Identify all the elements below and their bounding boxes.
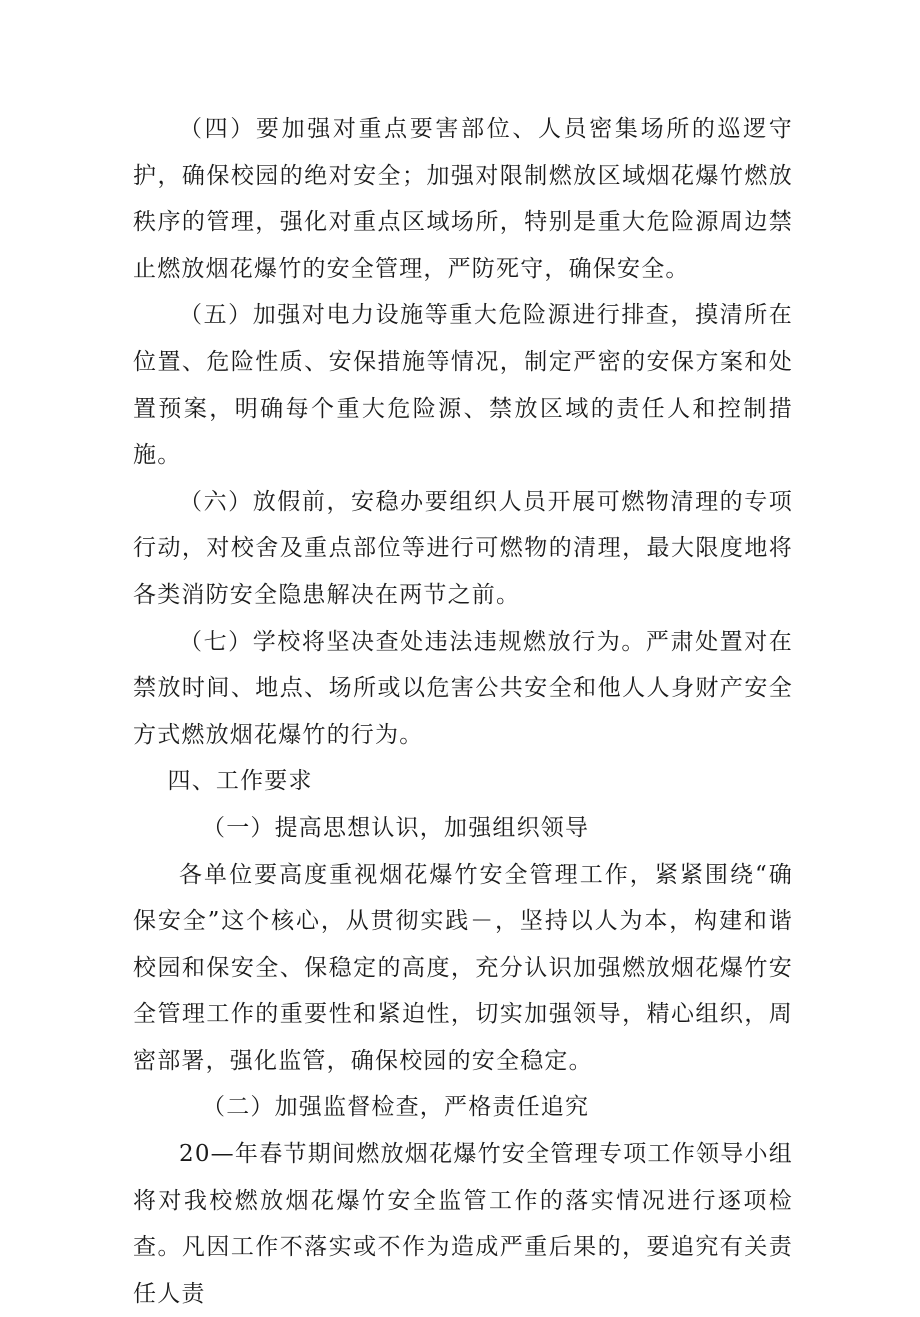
paragraph-item-7: （七）学校将坚决查处违法违规燃放行为。严肃处置对在禁放时间、地点、场所或以危害公共安全和他人人身财产安全方式燃放烟花爆竹的行为。: [133, 628, 793, 748]
section-heading-work-requirements: 四、工作要求: [167, 768, 313, 795]
paragraph-item-5: （五）加强对电力设施等重大危险源进行排查，摸清所在位置、危险性质、安保措施等情况，制定严密的安保方案和处置预案，明确每个重大危险源、禁放区域的责任人和控制措施。: [133, 302, 793, 469]
subsection-2-body: 20—年春节期间燃放烟花爆竹安全管理专项工作领导小组将对我校燃放烟花爆竹安全监管工作的落实情况进行逐项检查。凡因工作不落实或不作为造成严重后果的，要追究有关责任人责: [133, 1141, 793, 1307]
paragraph-item-4: （四）要加强对重点要害部位、人员密集场所的巡逻守护，确保校园的绝对安全；加强对限制燃放区域烟花爆竹燃放秩序的管理，强化对重点区域场所，特别是重大危险源周边禁止燃放烟花爆竹的安全管理，严防死守，确保安全。: [133, 116, 793, 282]
subsection-1-body: 各单位要高度重视烟花爆竹安全管理工作，紧紧围绕“确保安全”这个核心，从贯彻实践－，坚持以人为本，构建和谐校园和保安全、保稳定的高度，充分认识加强燃放烟花爆竹安全管理工作的重要性和紧迫性，切实加强领导，精心组织，周密部署，强化监管，确保校园的安全稳定。: [133, 861, 793, 1074]
subheading-1: （一）提高思想认识，加强组织领导: [202, 814, 590, 841]
subheading-2: （二）加强监督检查，严格责任追究: [202, 1094, 590, 1121]
document-body: [133, 106, 793, 1317]
paragraph-item-6: （六）放假前，安稳办要组织人员开展可燃物清理的专项行动，对校舍及重点部位等进行可燃物的清理，最大限度地将各类消防安全隐患解决在两节之前。: [133, 488, 793, 608]
